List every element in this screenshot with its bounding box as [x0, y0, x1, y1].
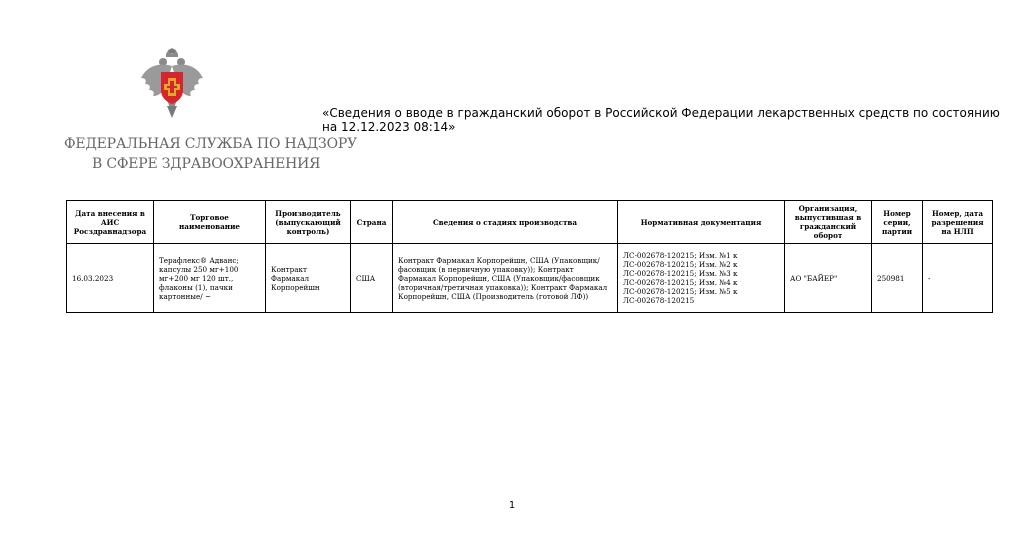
table-header-row	[67, 201, 993, 244]
roszdravnadzor-emblem-icon	[139, 48, 205, 120]
cell-trade-name: Терафлекс® Адванс; капсулы 250 мг+100 мг+200 мг 120 шт., флаконы (1), пачки картонные/ ~	[154, 244, 266, 313]
table-row	[67, 244, 993, 313]
agency-logo	[64, 48, 357, 178]
column-header-batch: Номер серии, партии	[872, 201, 923, 244]
cell-organization: АО "БАЙЕР"	[785, 244, 872, 313]
column-header-norm-docs: Нормативная документация	[618, 201, 785, 244]
column-header-manufacturer: Производитель (выпускающий контроль)	[266, 201, 351, 244]
cell-norm-docs: ЛС-002678-120215; Изм. №1 к ЛС-002678-120215; Изм. №2 к ЛС-002678-120215; Изм. №3 к ЛС-002678-120215; Изм. №4 к ЛС-002678-120215; Изм. №5 к ЛС-002678-120215	[618, 244, 785, 313]
column-header-date: Дата внесения в АИС Росздравнадзора	[67, 201, 154, 244]
cell-date: 16.03.2023	[67, 244, 154, 313]
column-header-stages: Сведения о стадиях производства	[393, 201, 618, 244]
cell-batch: 250981	[872, 244, 923, 313]
cell-stages: Контракт Фармакал Корпорейшн, США (Упаковщик/фасовщик (в первичную упаковку)); Контракт Фармакал Корпорейшн, США (Упаковщик/фасовщик (вторичная/третичная упаковка)); Контракт Фармакал Корпорейшн, США (Производитель (готовой ЛФ))	[393, 244, 618, 313]
report-title: «Сведения о вводе в гражданский оборот в Российской Федерации лекарственных средств по состоянию на 12.12.2023 08:14»	[322, 106, 1000, 134]
cell-manufacturer: Контракт Фармакал Корпорейшн	[266, 244, 351, 313]
page-number: 1	[508, 500, 516, 511]
org-name-line1: ФЕДЕРАЛЬНАЯ СЛУЖБА ПО НАДЗОРУ	[64, 136, 357, 152]
column-header-country: Страна	[351, 201, 393, 244]
cell-country: США	[351, 244, 393, 313]
org-name-line2: В СФЕРЕ ЗДРАВООХРАНЕНИЯ	[92, 156, 321, 172]
column-header-trade-name: Торговое наименование	[154, 201, 266, 244]
column-header-organization: Организация, выпустившая в гражданский оборот	[785, 201, 872, 244]
registry-table	[66, 200, 993, 313]
cell-permit: -	[923, 244, 993, 313]
column-header-permit: Номер, дата разрешения на НЛП	[923, 201, 993, 244]
